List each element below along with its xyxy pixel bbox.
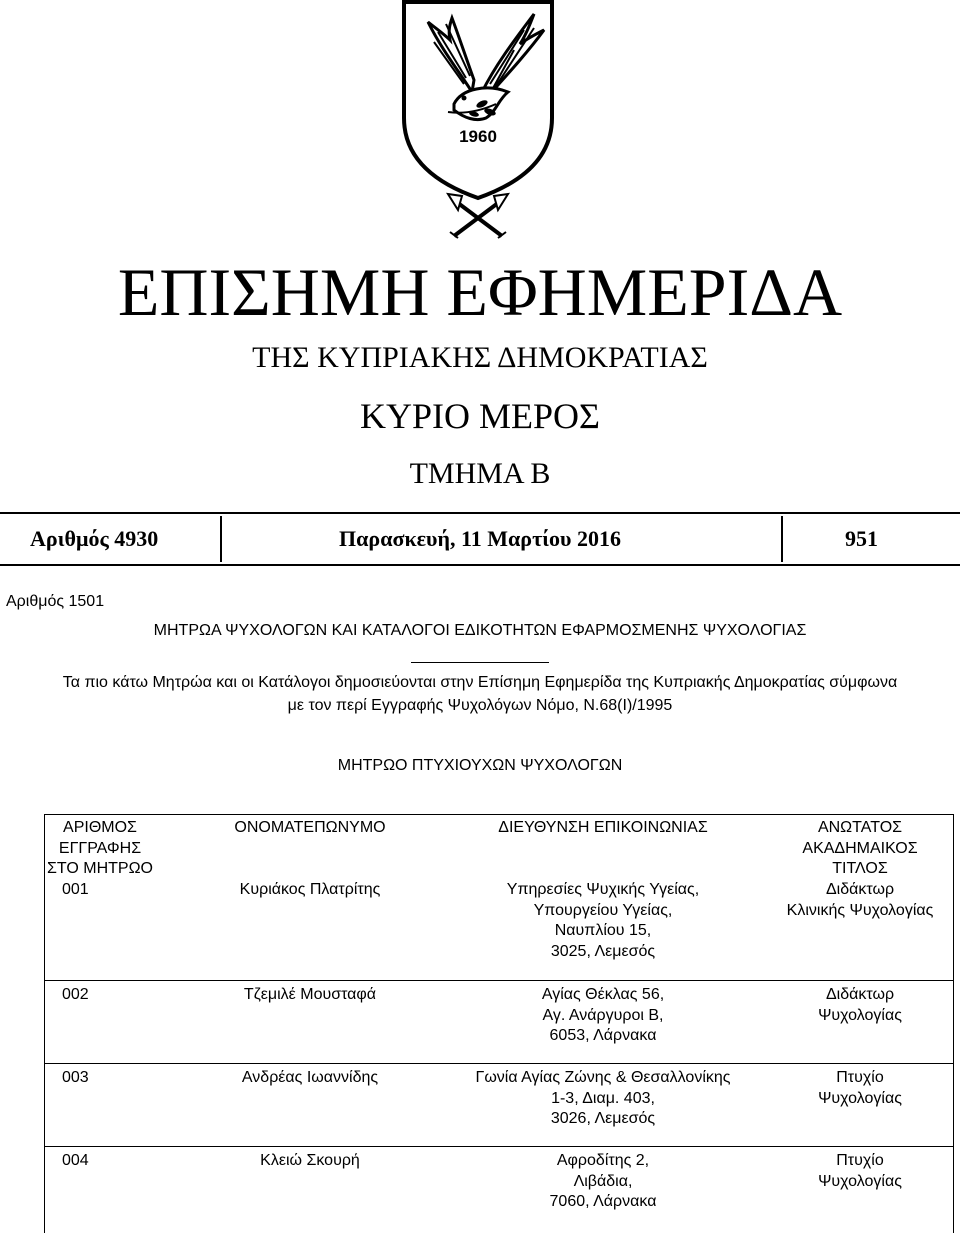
table-row-name: Τζεμιλέ Μουσταφά — [243, 986, 377, 1003]
heading-underline — [411, 662, 549, 663]
gazette-title: ΕΠΙΣΗΜΗ ΕΦΗΜΕΡΙΔΑ — [117, 254, 843, 330]
table-row-number: 001 — [62, 881, 89, 898]
table-row-name: Κυριάκος Πλατρίτης — [239, 881, 381, 898]
row-divider — [44, 980, 954, 981]
intro-text-line: Τα πιο κάτω Μητρώα και οι Κατάλογοι δημοσιεύονται στην Επίσημη Εφημερίδα της Κυπριακής Δημοκρατίας σύμφωνα — [62, 674, 898, 691]
table-row-address: Αφροδίτης 2, Λιβάδια, 7060, Λάρνακα — [549, 1152, 657, 1210]
table-row-number: 002 — [62, 986, 89, 1003]
table-row-title: Πτυχίο Ψυχολογίας — [818, 1069, 902, 1107]
issue-bar-bottom-rule — [0, 564, 960, 566]
table-row-number: 004 — [62, 1152, 89, 1169]
issue-bar-top-rule — [0, 512, 960, 514]
gazette-part: ΚΥΡΙΟ ΜΕΡΟΣ — [360, 396, 600, 436]
gazette-section: ΤΜΗΜΑ Β — [409, 457, 551, 490]
issue-bar-divider — [220, 516, 222, 562]
table-row-name: Ανδρέας Ιωαννίδης — [241, 1069, 379, 1086]
issue-date: Παρασκευή, 11 Μαρτίου 2016 — [339, 526, 621, 551]
row-divider — [44, 1146, 954, 1147]
table-row-name: Κλειώ Σκουρή — [260, 1152, 360, 1169]
notice-heading: ΜΗΤΡΩΑ ΨΥΧΟΛΟΓΩΝ ΚΑΙ ΚΑΤΑΛΟΓΟΙ ΕΔΙΚΟΤΗΤΩΝ ΕΦΑΡΜΟΣΜΕΝΗΣ ΨΥΧΟΛΟΓΙΑΣ — [153, 622, 807, 639]
page-number: 951 — [845, 526, 878, 551]
table-row-number: 003 — [62, 1069, 89, 1086]
table-row-title: Πτυχίο Ψυχολογίας — [818, 1152, 902, 1190]
table-row-address: Υπηρεσίες Ψυχικής Υγείας, Υπουργείου Υγείας, Ναυπλίου 15, 3025, Λεμεσός — [506, 881, 700, 960]
intro-text-line: με τον περί Εγγραφής Ψυχολόγων Νόμο, Ν.68(Ι)/1995 — [287, 697, 673, 714]
table-row-address: Γωνία Αγίας Ζώνης & Θεσαλλονίκης 1-3, Διαμ. 403, 3026, Λεμεσός — [475, 1069, 731, 1127]
row-divider — [44, 1063, 954, 1064]
header-registration-number: ΑΡΙΘΜΟΣ ΕΓΓΡΑΦΗΣ ΣΤΟ ΜΗΤΡΩΟ — [47, 819, 153, 877]
header-academic-title: ΑΝΩΤΑΤΟΣ ΑΚΑΔΗΜΑΙΚΟΣ ΤΙΤΛΟΣ — [802, 819, 918, 877]
crossed-branches — [454, 200, 502, 236]
table-row-title: Διδάκτωρ Ψυχολογίας — [818, 986, 902, 1024]
coat-of-arms-emblem — [378, 0, 578, 240]
issue-number: Αριθμός 4930 — [30, 526, 159, 551]
emblem-year: 1960 — [459, 127, 497, 146]
gazette-subtitle: ΤΗΣ ΚΥΠΡΙΑΚΗΣ ΔΗΜΟΚΡΑΤΙΑΣ — [252, 341, 708, 374]
table-row-address: Αγίας Θέκλας 56, Αγ. Ανάργυροι Β, 6053, Λάρνακα — [541, 986, 665, 1044]
notice-number: Αριθμός 1501 — [6, 593, 105, 610]
issue-bar-divider — [781, 516, 783, 562]
table-row-title: Διδάκτωρ Κλινικής Ψυχολογίας — [786, 881, 934, 919]
register-title: ΜΗΤΡΩΟ ΠΤΥΧΙΟΥΧΩΝ ΨΥΧΟΛΟΓΩΝ — [337, 757, 623, 774]
issue-bar — [0, 516, 960, 562]
header-full-name: ΟΝΟΜΑΤΕΠΩΝΥΜΟ — [234, 819, 386, 836]
header-address: ΔΙΕΥΘΥΝΣΗ ΕΠΙΚΟΙΝΩΝΙΑΣ — [498, 819, 708, 836]
